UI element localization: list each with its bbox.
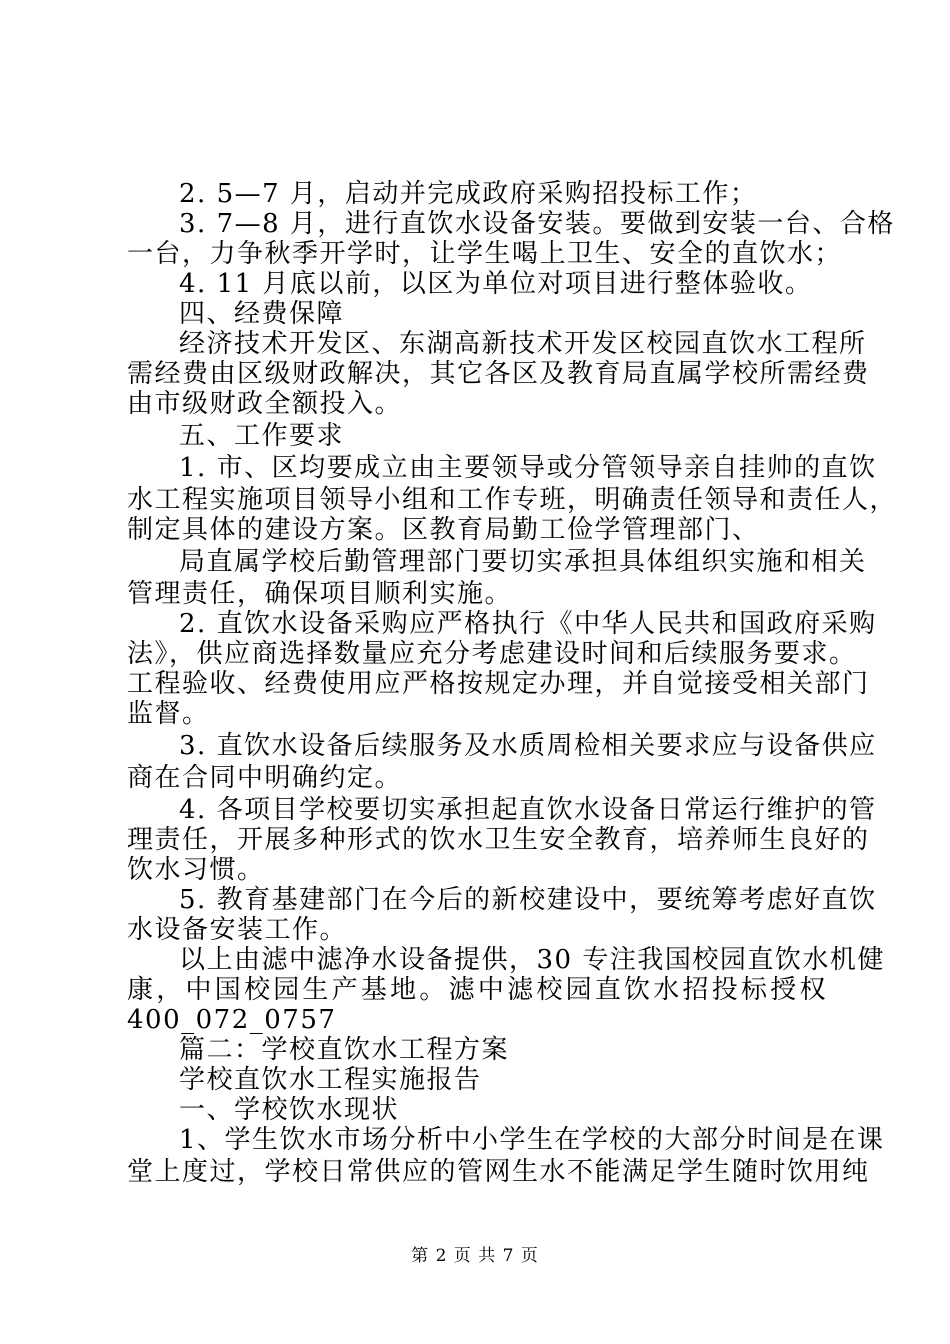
text-line: 局直属学校后勤管理部门要切实承担具体组织实施和相关 — [179, 547, 867, 577]
text-line: 4. 11 月底以前，以区为单位对项目进行整体验收。 — [179, 269, 813, 299]
text-line: 康，中国校园生产基地。滤中滤校园直饮水招投标授权 — [127, 975, 827, 1005]
text-line: 需经费由区级财政解决，其它各区及教育局直属学校所需经费 — [127, 359, 870, 389]
text-line: 1、学生饮水市场分析中小学生在学校的大部分时间是在课 — [179, 1125, 885, 1155]
text-line: 2. 5—7 月，启动并完成政府采购招投标工作； — [179, 179, 758, 209]
text-line: 法》，供应商选择数量应充分考虑建设时间和后续服务要求。 — [127, 639, 857, 669]
text-line: 水工程实施项目领导小组和工作专班，明确责任领导和责任人， — [127, 485, 898, 515]
text-line: 工程验收、经费使用应严格按规定办理，并自觉接受相关部门 — [127, 669, 870, 699]
text-line: 管理责任，确保项目顺利实施。 — [127, 579, 513, 609]
section-heading: 四、经费保障 — [179, 299, 345, 329]
text-line: 制定具体的建设方案。区教育局勤工俭学管理部门、 — [127, 515, 760, 545]
section-heading: 篇二：学校直饮水工程方案 — [179, 1035, 510, 1065]
text-line: 2. 直饮水设备采购应严格执行《中华人民共和国政府采购 — [179, 609, 877, 639]
text-line: 400_072_0757 — [127, 1005, 337, 1035]
text-line: 一台，力争秋季开学时，让学生喝上卫生、安全的直饮水； — [127, 239, 843, 269]
text-line: 由市级财政全额投入。 — [127, 389, 403, 419]
text-line: 经济技术开发区、东湖高新技术开发区校园直饮水工程所 — [179, 329, 867, 359]
text-line: 商在合同中明确约定。 — [127, 763, 403, 793]
text-line: 3. 7—8 月，进行直饮水设备安装。要做到安装一台、合格 — [179, 209, 895, 239]
page-footer: 第 2 页 共 7 页 — [411, 1246, 539, 1266]
text-line: 3. 直饮水设备后续服务及水质周检相关要求应与设备供应 — [179, 731, 877, 761]
section-heading: 一、学校饮水现状 — [179, 1095, 400, 1125]
text-line: 5. 教育基建部门在今后的新校建设中，要统筹考虑好直饮 — [179, 885, 877, 915]
text-line: 以上由滤中滤净水设备提供，30 专注我国校园直饮水机健 — [179, 945, 885, 975]
text-line: 1. 市、区均要成立由主要领导或分管领导亲自挂帅的直饮 — [179, 453, 877, 483]
section-heading: 学校直饮水工程实施报告 — [179, 1065, 482, 1095]
text-line: 监督。 — [127, 699, 210, 729]
text-line: 理责任，开展多种形式的饮水卫生安全教育，培养师生良好的 — [127, 825, 870, 855]
text-line: 堂上度过，学校日常供应的管网生水不能满足学生随时饮用纯 — [127, 1157, 870, 1187]
text-line: 4. 各项目学校要切实承担起直饮水设备日常运行维护的管 — [179, 795, 877, 825]
text-line: 饮水习惯。 — [127, 855, 265, 885]
section-heading: 五、工作要求 — [179, 421, 345, 451]
text-line: 水设备安装工作。 — [127, 915, 348, 945]
